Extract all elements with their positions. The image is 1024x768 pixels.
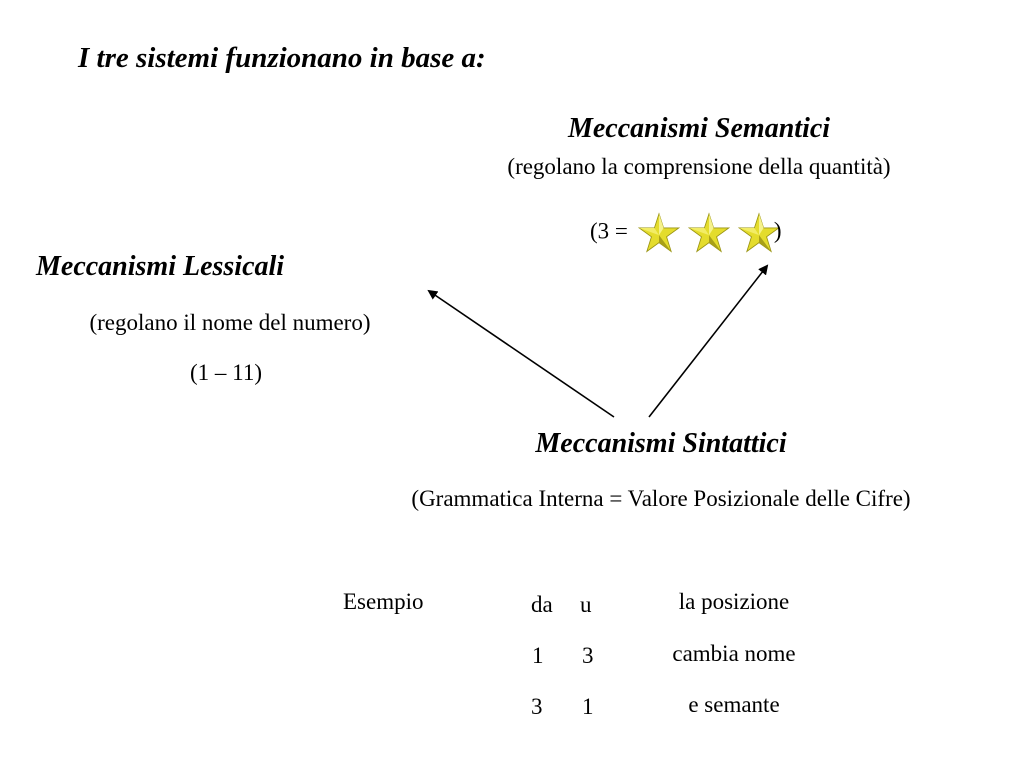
arrow-to-semantic [649,266,767,417]
semantic-description: (regolano la comprensione della quantità) [507,154,891,179]
example-note-2: cambia nome [672,641,796,666]
semantic-example-suffix: ) [773,218,782,244]
lexical-heading: Meccanismi Lessicali [36,251,285,282]
lexical-range: (1 – 11) [190,360,262,385]
example-row1-da: 1 [532,643,544,668]
syntactic-heading: Meccanismi Sintattici [535,428,787,459]
example-row1-u: 3 [582,643,594,668]
semantic-example-prefix: (3 = [590,218,628,244]
slide-title: I tre sistemi funzionano in base a: [78,42,486,74]
lexical-description: (regolano il nome del numero) [89,310,371,335]
example-col-da: da [531,592,553,617]
example-col-u: u [580,592,592,617]
example-row2-da: 3 [531,694,543,719]
arrow-to-lexical [429,291,614,417]
semantic-heading: Meccanismi Semantici [567,113,831,144]
example-row2-u: 1 [582,694,594,719]
syntactic-description: (Grammatica Interna = Valore Posizionale delle Cifre) [411,486,911,511]
example-note-1: la posizione [678,589,790,614]
example-label: Esempio [343,589,424,614]
example-note-3: e semante [688,692,780,717]
